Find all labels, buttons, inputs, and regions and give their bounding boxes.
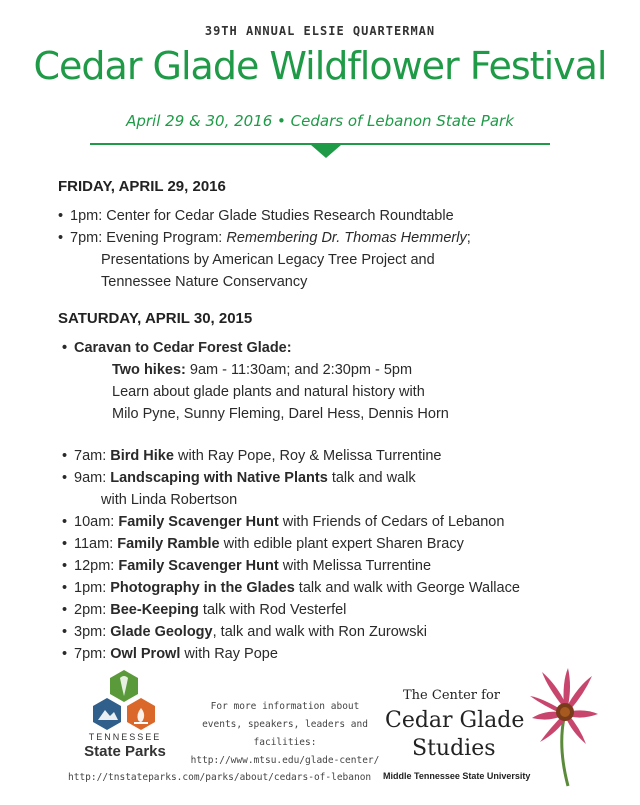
list-item: • 7pm: Evening Program: Remembering Dr. Thomas Hemmerly;	[58, 230, 471, 246]
info-line: For more information about	[210, 701, 360, 712]
cg-logo-line2: Cedar Glade	[385, 708, 525, 733]
friday-heading: FRIDAY, APRIL 29, 2016	[58, 178, 226, 195]
caravan-block	[62, 337, 449, 425]
list-item-continuation: with Linda Robertson	[101, 492, 238, 508]
page-title: Cedar Glade Wildflower Festival	[33, 44, 607, 88]
glade-center-link[interactable]: http://www.mtsu.edu/glade-center/	[190, 755, 380, 766]
list-item-continuation: Presentations by American Legacy Tree Project and	[101, 252, 435, 268]
cg-logo-line3: Studies	[412, 736, 496, 761]
coneflower-icon	[528, 668, 600, 788]
list-item: • Caravan to Cedar Forest Glade:	[62, 340, 292, 356]
list-item: • 1pm: Center for Cedar Glade Studies Research Roundtable	[58, 208, 454, 224]
event-dates-location: April 29 & 30, 2016 • Cedars of Lebanon State Park	[126, 112, 514, 130]
tn-state-parks-link[interactable]: http://tnstateparks.com/parks/about/cedars-of-lebanon	[68, 772, 372, 783]
list-item: • 1pm: Photography in the Glades talk and walk with George Wallace	[62, 580, 520, 596]
festival-eyebrow: 39TH ANNUAL ELSIE QUARTERMAN	[204, 24, 436, 38]
list-item: • 7pm: Owl Prowl with Ray Pope	[62, 646, 278, 662]
list-item: • 12pm: Family Scavenger Hunt with Melissa Turrentine	[62, 558, 432, 574]
caravan-hikes: Two hikes: 9am - 11:30am; and 2:30pm - 5pm	[112, 362, 413, 378]
caravan-leaders: Milo Pyne, Sunny Fleming, Darel Hess, Dennis Horn	[112, 406, 449, 422]
saturday-schedule	[62, 445, 520, 665]
list-item: • 10am: Family Scavenger Hunt with Friends of Cedars of Lebanon	[62, 514, 505, 530]
divider-pointer	[311, 145, 341, 158]
caravan-description: Learn about glade plants and natural history with	[112, 384, 425, 400]
list-item: • 3pm: Glade Geology, talk and walk with Ron Zurowski	[62, 624, 427, 640]
tn-state-parks-logo-icon	[88, 668, 160, 732]
tsp-logo-line2: State Parks	[84, 743, 166, 760]
cg-logo-line1: The Center for	[403, 688, 500, 703]
info-line: events, speakers, leaders and facilities:	[202, 719, 368, 748]
list-item: • 9am: Landscaping with Native Plants talk and walk	[62, 470, 416, 486]
more-info	[185, 698, 385, 770]
list-item: • 11am: Family Ramble with edible plant expert Sharen Bracy	[62, 536, 464, 552]
saturday-heading: SATURDAY, APRIL 30, 2015	[58, 310, 253, 327]
list-item-continuation: Tennessee Nature Conservancy	[101, 274, 308, 290]
list-item: • 2pm: Bee-Keeping talk with Rod Vesterfel	[62, 602, 347, 618]
friday-schedule	[58, 205, 471, 293]
list-item: • 7am: Bird Hike with Ray Pope, Roy & Melissa Turrentine	[62, 448, 442, 464]
cg-logo-line4: Middle Tennessee State University	[383, 771, 531, 781]
tsp-logo-line1: TENNESSEE	[88, 732, 162, 742]
